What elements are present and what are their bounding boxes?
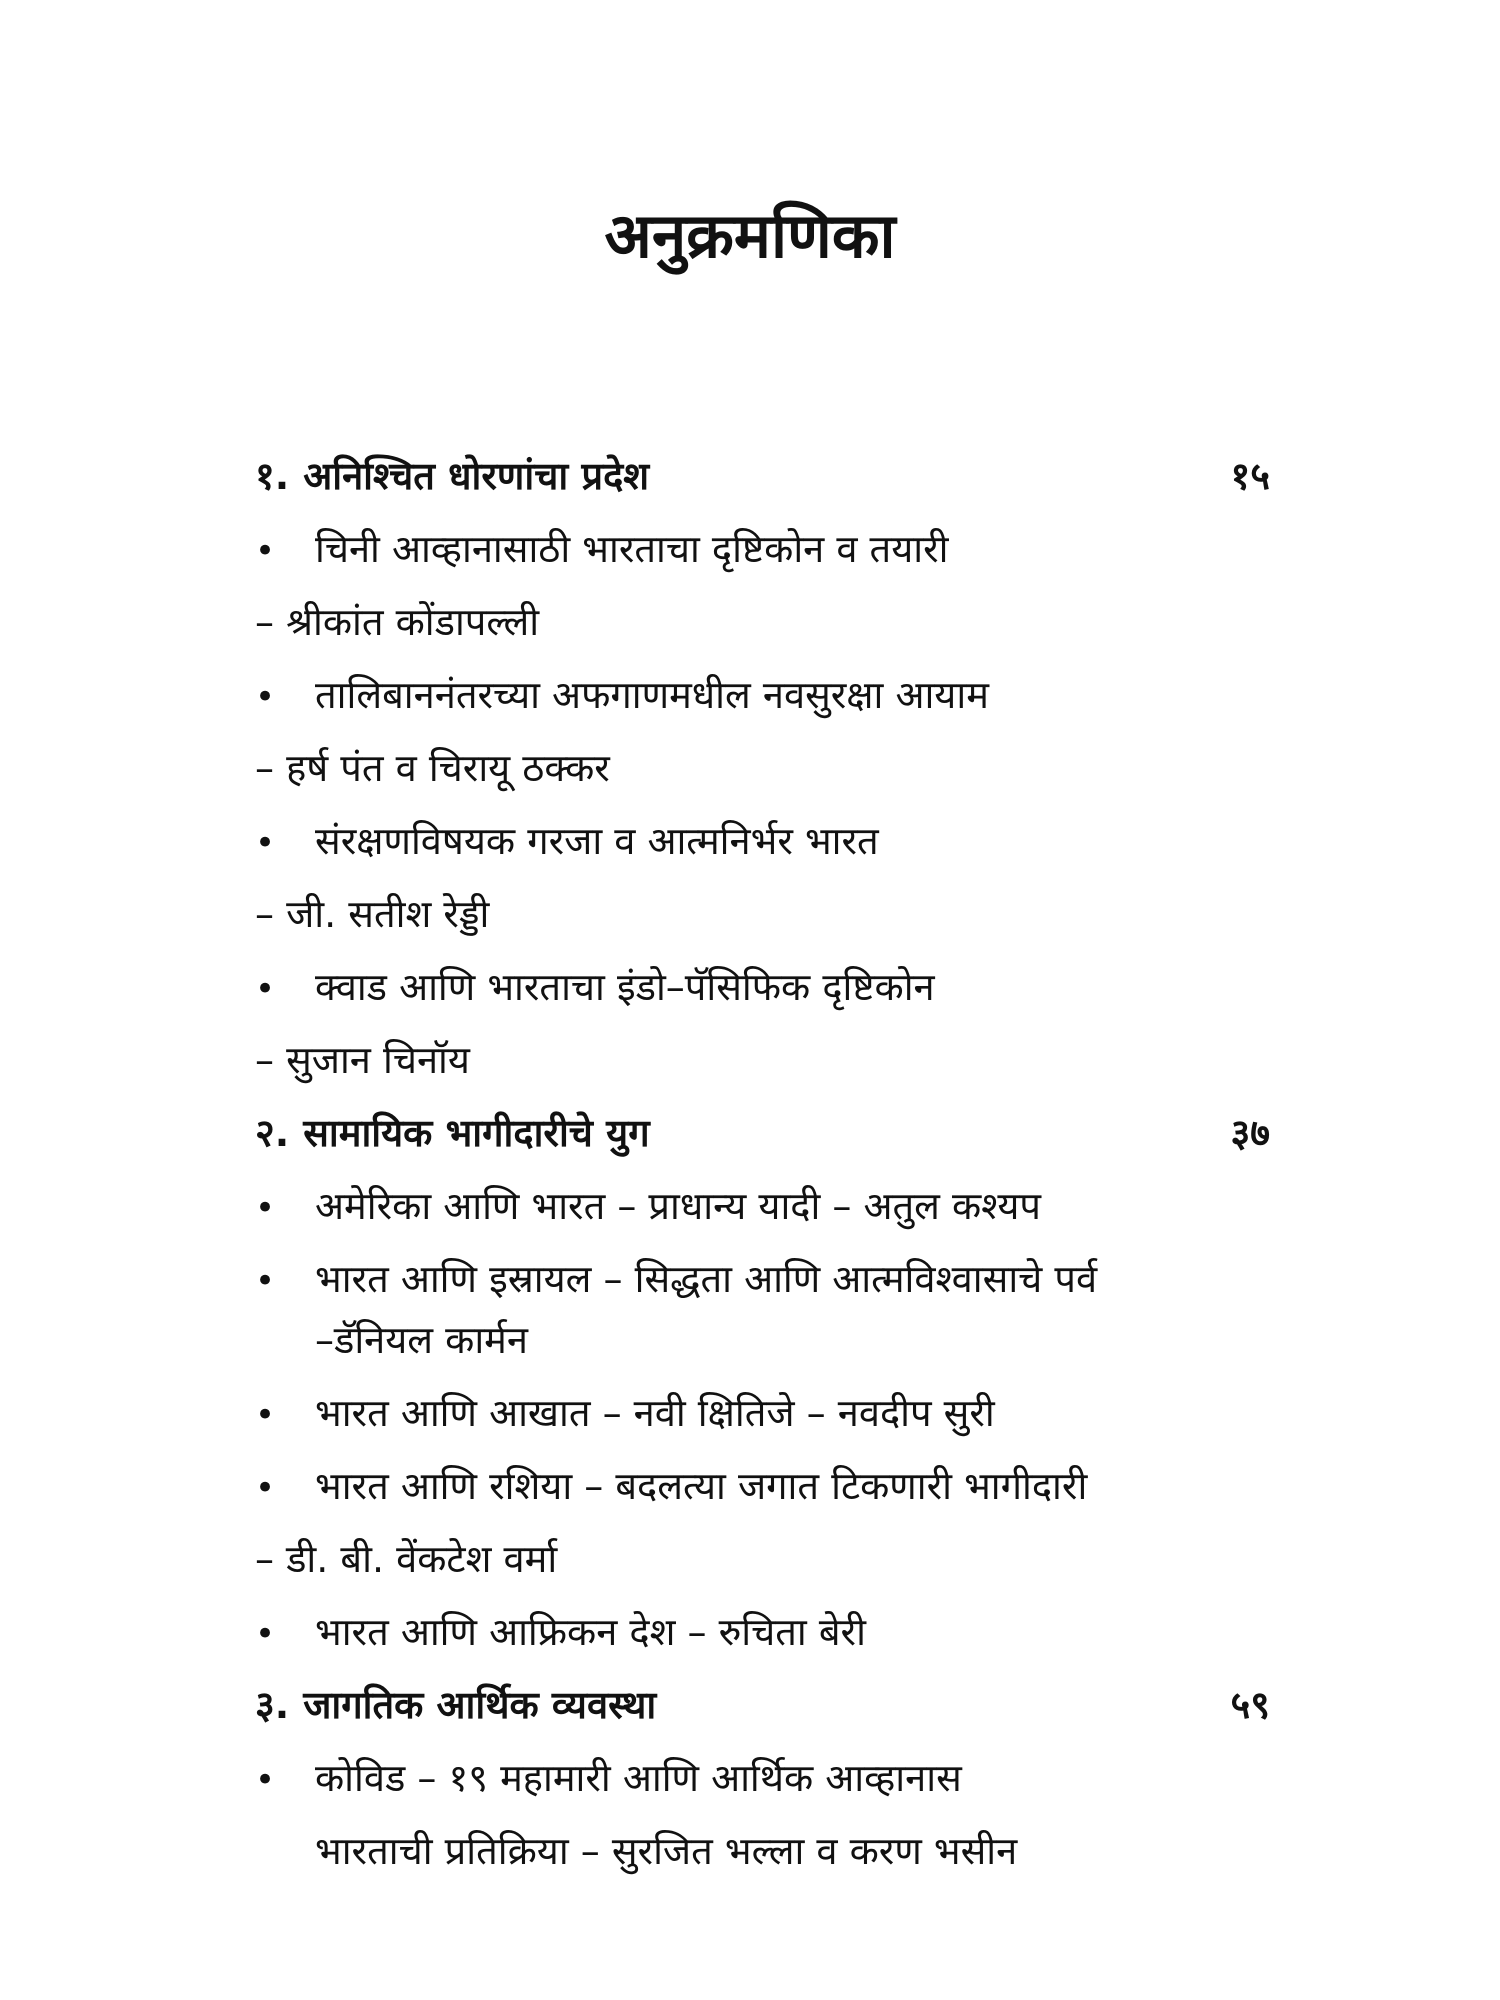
toc-item-text: अमेरिका आणि भारत – प्राधान्य यादी – अतुल कश्यप (315, 1184, 1041, 1228)
toc-item (255, 519, 1270, 579)
toc-item-text: क्वाड आणि भारताचा इंडो–पॅसिफिक दृष्टिकोन (315, 965, 935, 1009)
bullet-icon: • (255, 1468, 276, 1508)
bullet-icon: • (255, 1188, 276, 1228)
toc-item-text: भारत आणि आफ्रिकन देश – रुचिता बेरी (315, 1610, 866, 1654)
toc-item-continuation: –डॅनियल कार्मन (315, 1318, 528, 1362)
section-title: जागतिक आर्थिक व्यवस्था (303, 1683, 657, 1727)
bullet-icon: • (255, 1760, 276, 1800)
bullet-icon: • (255, 531, 276, 571)
page-title: अनुक्रमणिका (604, 199, 896, 272)
toc-item (255, 1383, 1270, 1443)
toc-author: – जी. सतीश रेड्डी (255, 892, 490, 936)
bullet-icon: • (255, 969, 276, 1009)
toc-item-text: भारत आणि इस्रायल – सिद्धता आणि आत्मविश्वासाचे पर्व (315, 1257, 1098, 1301)
toc-item (255, 1748, 1270, 1808)
bullet-icon: • (255, 1261, 276, 1301)
section-heading (255, 446, 1270, 506)
toc-item (255, 811, 1270, 871)
toc-item-text: भारत आणि रशिया – बदलत्या जगात टिकणारी भागीदारी (315, 1464, 1088, 1508)
toc-item (255, 1249, 1270, 1309)
toc-item-text: कोविड – १९ महामारी आणि आर्थिक आव्हानास (315, 1756, 962, 1800)
section-heading (255, 1675, 1270, 1735)
toc-author: – श्रीकांत कोंडापल्ली (255, 600, 540, 644)
toc-author: – सुजान चिनॉय (255, 1038, 470, 1082)
toc-item (255, 665, 1270, 725)
toc-item-text: संरक्षणविषयक गरजा व आत्मनिर्भर भारत (315, 819, 879, 863)
bullet-icon: • (255, 823, 276, 863)
toc-item-text: तालिबाननंतरच्या अफगाणमधील नवसुरक्षा आयाम (315, 673, 989, 717)
toc-item (255, 1456, 1270, 1516)
bullet-icon: • (255, 1614, 276, 1654)
toc-item (255, 1602, 1270, 1662)
toc-item (255, 957, 1270, 1017)
section-number: ३. (255, 1683, 290, 1727)
section-title: सामायिक भागीदारीचे युग (303, 1111, 650, 1155)
toc-item-text: चिनी आव्हानासाठी भारताचा दृष्टिकोन व तयारी (315, 527, 949, 571)
section-number: २. (255, 1111, 290, 1155)
toc-item-text: भारत आणि आखात – नवी क्षितिजे – नवदीप सुरी (315, 1391, 995, 1435)
page-number: ३७ (1230, 1111, 1270, 1155)
toc-item-continuation: भारताची प्रतिक्रिया – सुरजित भल्ला व करण भसीन (315, 1829, 1018, 1873)
toc-author: – डी. बी. वेंकटेश वर्मा (255, 1537, 558, 1581)
page-number: ५९ (1230, 1683, 1270, 1727)
bullet-icon: • (255, 1395, 276, 1435)
bullet-icon: • (255, 677, 276, 717)
section-title: अनिश्चित धोरणांचा प्रदेश (303, 454, 650, 498)
section-number: १. (255, 454, 290, 498)
toc-item (255, 1176, 1270, 1236)
section-heading (255, 1103, 1270, 1163)
page-number: १५ (1230, 454, 1270, 498)
toc-author: – हर्ष पंत व चिरायू ठक्कर (255, 746, 610, 790)
